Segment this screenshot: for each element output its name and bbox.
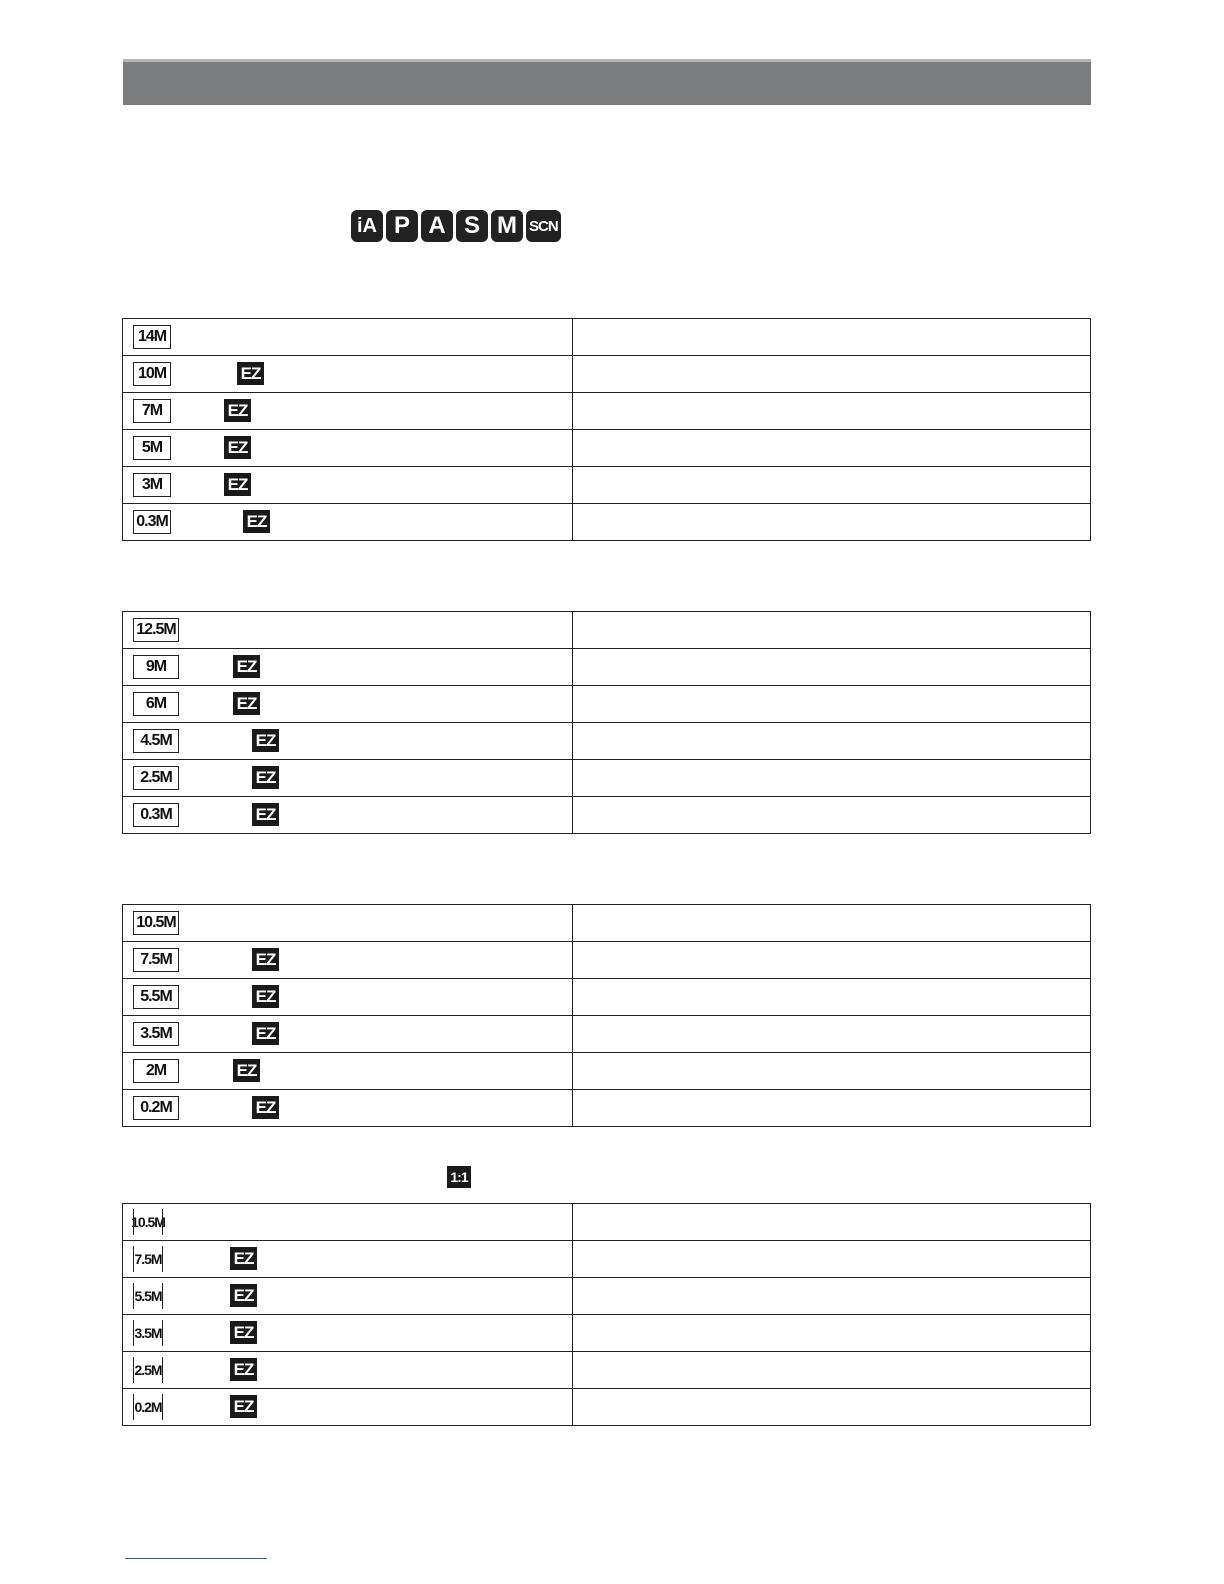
- picture-size-icon: 6M: [133, 692, 179, 716]
- manual-exposure-mode-icon: M: [491, 210, 523, 242]
- picture-size-icon: 10.5M: [133, 911, 179, 935]
- table-row: [123, 1241, 1091, 1278]
- table-row: [123, 467, 1091, 504]
- picture-size-icon: 3.5M: [133, 1320, 163, 1346]
- picture-size-icon: 7.5M: [133, 948, 179, 972]
- picture-size-icon: 14M: [133, 325, 171, 349]
- extended-zoom-icon: EZ: [252, 1022, 279, 1045]
- picture-size-icon: 5M: [133, 436, 171, 460]
- table-row: [123, 1352, 1091, 1389]
- footer-link-underline: [125, 1558, 267, 1559]
- picture-size-icon: 2.5M: [133, 1357, 163, 1383]
- intelligent-auto-mode-icon: iA: [351, 210, 383, 242]
- table-row: [123, 1204, 1091, 1241]
- picture-size-icon: 7.5M: [133, 1246, 163, 1272]
- section-header-bar: [123, 59, 1091, 105]
- table-row: [123, 319, 1091, 356]
- extended-zoom-icon: EZ: [252, 803, 279, 826]
- picture-size-icon: 2.5M: [133, 766, 179, 790]
- picture-size-icon: 0.3M: [133, 510, 171, 534]
- table-row: [123, 430, 1091, 467]
- table-row: [123, 356, 1091, 393]
- table-row: [123, 1090, 1091, 1127]
- picture-size-icon: 7M: [133, 399, 171, 423]
- picture-size-icon: 0.3M: [133, 803, 179, 827]
- extended-zoom-icon: EZ: [243, 510, 270, 533]
- extended-zoom-icon: EZ: [224, 473, 251, 496]
- table-row: [123, 979, 1091, 1016]
- extended-zoom-icon: EZ: [224, 399, 251, 422]
- table-row: [123, 504, 1091, 541]
- picture-size-icon: 0.2M: [133, 1394, 163, 1420]
- extended-zoom-icon: EZ: [230, 1321, 257, 1344]
- scene-mode-icon: SCN: [526, 210, 561, 242]
- aspect-ratio-1-1-icon: 1:1: [447, 1166, 471, 1188]
- table-row: [123, 1389, 1091, 1426]
- picture-size-icon: 4.5M: [133, 729, 179, 753]
- picture-size-icon: 3M: [133, 473, 171, 497]
- picture-size-icon: 10.5M: [133, 1209, 163, 1235]
- picture-size-icon: 2M: [133, 1059, 179, 1083]
- table-row: [123, 1278, 1091, 1315]
- extended-zoom-icon: EZ: [252, 948, 279, 971]
- extended-zoom-icon: EZ: [230, 1395, 257, 1418]
- table-row: [123, 723, 1091, 760]
- table-row: [123, 942, 1091, 979]
- resolution-table-3-2: [122, 611, 1091, 834]
- applicable-modes: [351, 210, 561, 242]
- table-row: [123, 1016, 1091, 1053]
- extended-zoom-icon: EZ: [233, 1059, 260, 1082]
- shutter-priority-mode-icon: S: [456, 210, 488, 242]
- table-row: [123, 393, 1091, 430]
- extended-zoom-icon: EZ: [252, 1096, 279, 1119]
- table-row: [123, 797, 1091, 834]
- aperture-priority-mode-icon: A: [421, 210, 453, 242]
- resolution-table-16-9: [122, 904, 1091, 1127]
- picture-size-icon: 3.5M: [133, 1022, 179, 1046]
- table-row: [123, 1053, 1091, 1090]
- extended-zoom-icon: EZ: [233, 692, 260, 715]
- extended-zoom-icon: EZ: [252, 729, 279, 752]
- resolution-table-1-1: [122, 1203, 1091, 1426]
- table-row: [123, 905, 1091, 942]
- picture-size-icon: 10M: [133, 362, 171, 386]
- extended-zoom-icon: EZ: [252, 766, 279, 789]
- picture-size-icon: 12.5M: [133, 618, 179, 642]
- extended-zoom-icon: EZ: [237, 362, 264, 385]
- extended-zoom-icon: EZ: [224, 436, 251, 459]
- picture-size-icon: 9M: [133, 655, 179, 679]
- picture-size-icon: 0.2M: [133, 1096, 179, 1120]
- extended-zoom-icon: EZ: [230, 1247, 257, 1270]
- table-row: [123, 760, 1091, 797]
- table-row: [123, 649, 1091, 686]
- extended-zoom-icon: EZ: [230, 1358, 257, 1381]
- extended-zoom-icon: EZ: [252, 985, 279, 1008]
- table-row: [123, 1315, 1091, 1352]
- extended-zoom-icon: EZ: [230, 1284, 257, 1307]
- table-row: [123, 686, 1091, 723]
- table-row: [123, 612, 1091, 649]
- program-ae-mode-icon: P: [386, 210, 418, 242]
- picture-size-icon: 5.5M: [133, 985, 179, 1009]
- extended-zoom-icon: EZ: [233, 655, 260, 678]
- picture-size-icon: 5.5M: [133, 1283, 163, 1309]
- resolution-table-4-3: [122, 318, 1091, 541]
